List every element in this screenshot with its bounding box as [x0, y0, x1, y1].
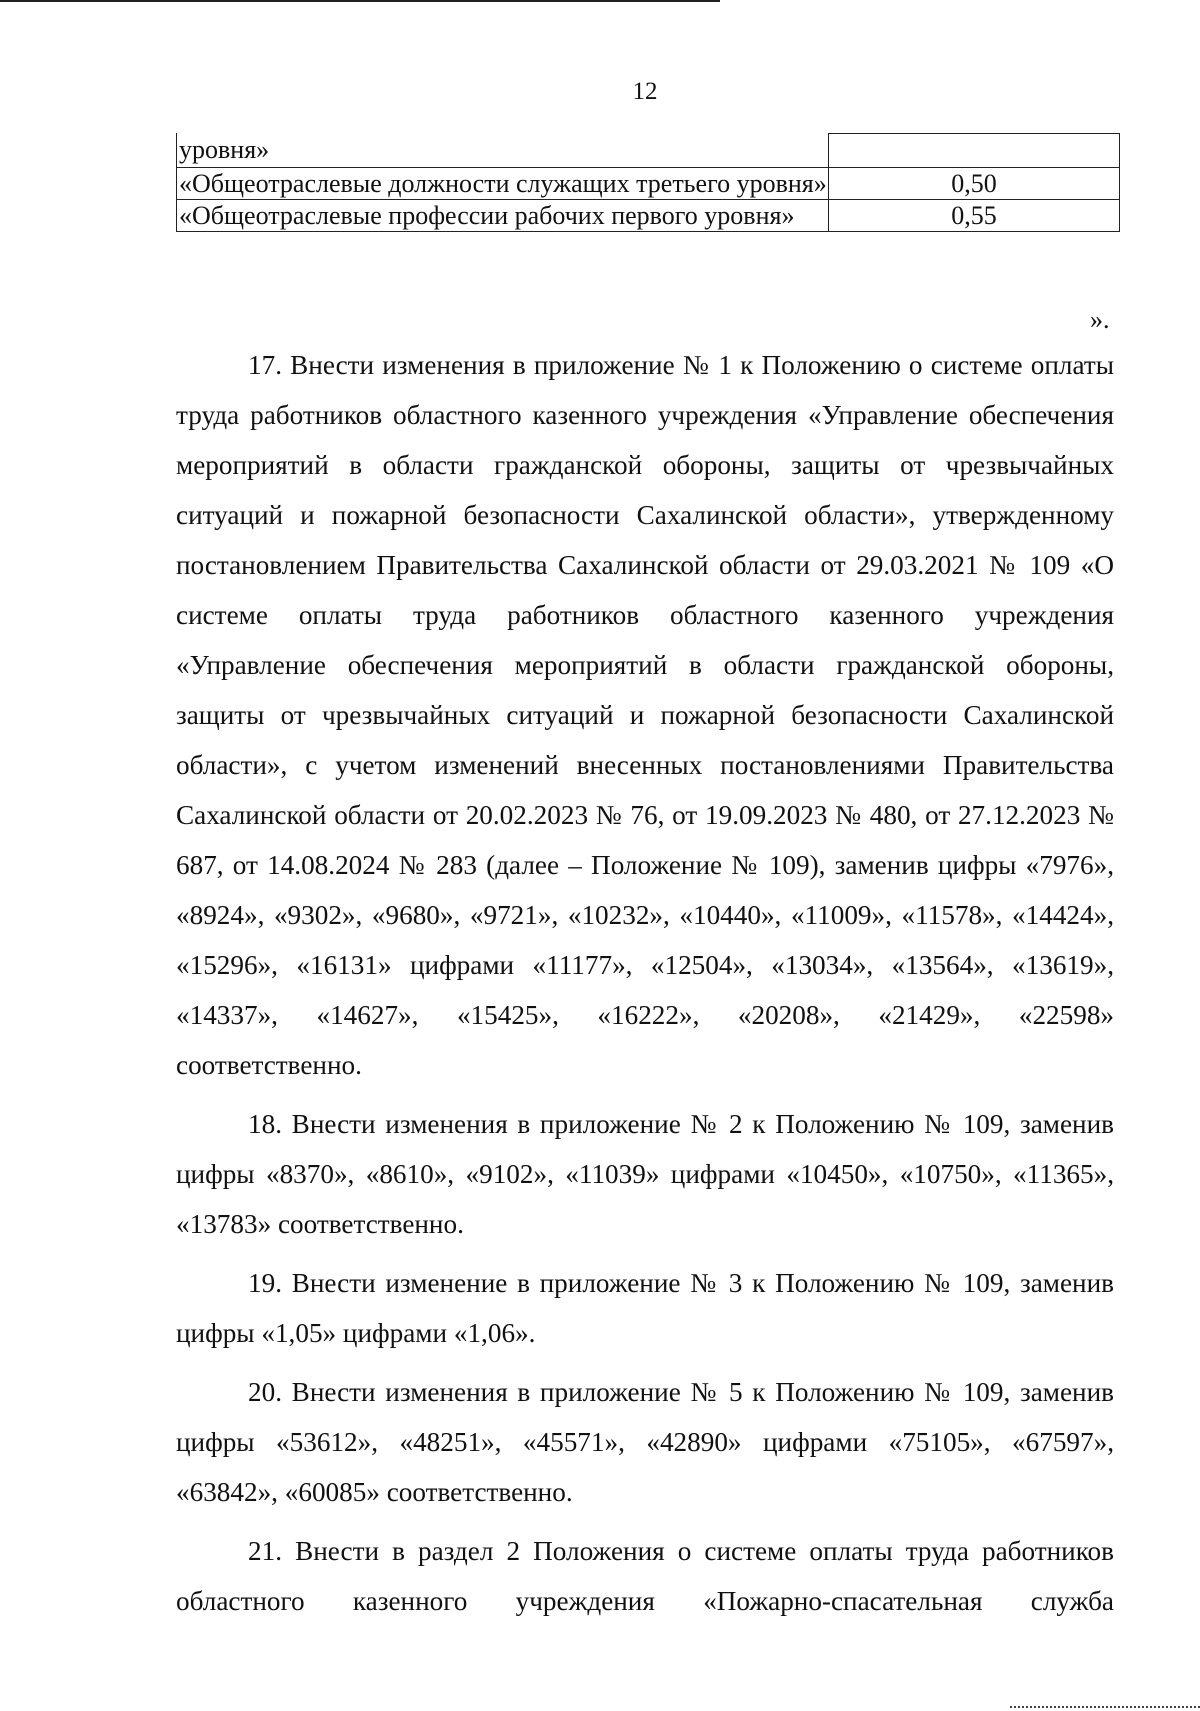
table-cell-value: 0,55: [829, 200, 1120, 232]
paragraph-21: 21. Внести в раздел 2 Положения о системе оплаты труда работников областного казенного учреждения «Пожарно-спасательная служба: [176, 1536, 1114, 1616]
table-cell-name: «Общеотраслевые должности служащих третьего уровня»: [177, 168, 829, 200]
page-number: 12: [632, 78, 658, 105]
bottom-rule: [1010, 1706, 1200, 1708]
table-cell-value: [829, 134, 1120, 168]
table-closing-quote: ».: [1090, 305, 1110, 334]
body-text: [176, 340, 1114, 1626]
table-row: [177, 168, 1120, 200]
top-rule: [0, 0, 720, 2]
table-row: [177, 200, 1120, 232]
table-row: [177, 134, 1120, 168]
table-cell-name: уровня»: [177, 134, 829, 168]
paragraph-19: 19. Внести изменение в приложение № 3 к Положению № 109, заменив цифры «1,05» цифрами «1,06».: [176, 1268, 1114, 1348]
paragraph-20: 20. Внести изменения в приложение № 5 к Положению № 109, заменив цифры «53612», «48251», «45571», «42890» цифрами «75105», «67597», «63842», «60085» соответственно.: [176, 1377, 1114, 1507]
paragraph-18: 18. Внести изменения в приложение № 2 к Положению № 109, заменив цифры «8370», «8610», «9102», «11039» цифрами «10450», «10750», «11365», «13783» соответственно.: [176, 1109, 1114, 1239]
table-cell-value: 0,50: [829, 168, 1120, 200]
paragraph-17: 17. Внести изменения в приложение № 1 к Положению о системе оплаты труда работников областного казенного учреждения «Управление обеспечения мероприятий в области гражданской обороны, защиты от чрезвычайных ситуаций и пожарной безопасности Сахалинской области», утвержденному постановлением Правительства Сахалинской области от 29.03.2021 № 109 «О системе оплаты труда работников областного казенного учреждения «Управление обеспечения мероприятий в области гражданской обороны, защиты от чрезвычайных ситуаций и пожарной безопасности Сахалинской области», с учетом изменений внесенных постановлениями Правительства Сахалинской области от 20.02.2023 № 76, от 19.09.2023 № 480, от 27.12.2023 № 687, от 14.08.2024 № 283 (далее – Положение № 109), заменив цифры «7976», «8924», «9302», «9680», «9721», «10232», «10440», «11009», «11578», «14424», «15296», «16131» цифрами «11177», «12504», «13034», «13564», «13619», «14337», «14627», «15425», «16222», «20208», «21429», «22598» соответственно.: [176, 350, 1114, 1080]
table-cell-name: «Общеотраслевые профессии рабочих первого уровня»: [177, 200, 829, 232]
coefficient-table: [176, 133, 1120, 232]
